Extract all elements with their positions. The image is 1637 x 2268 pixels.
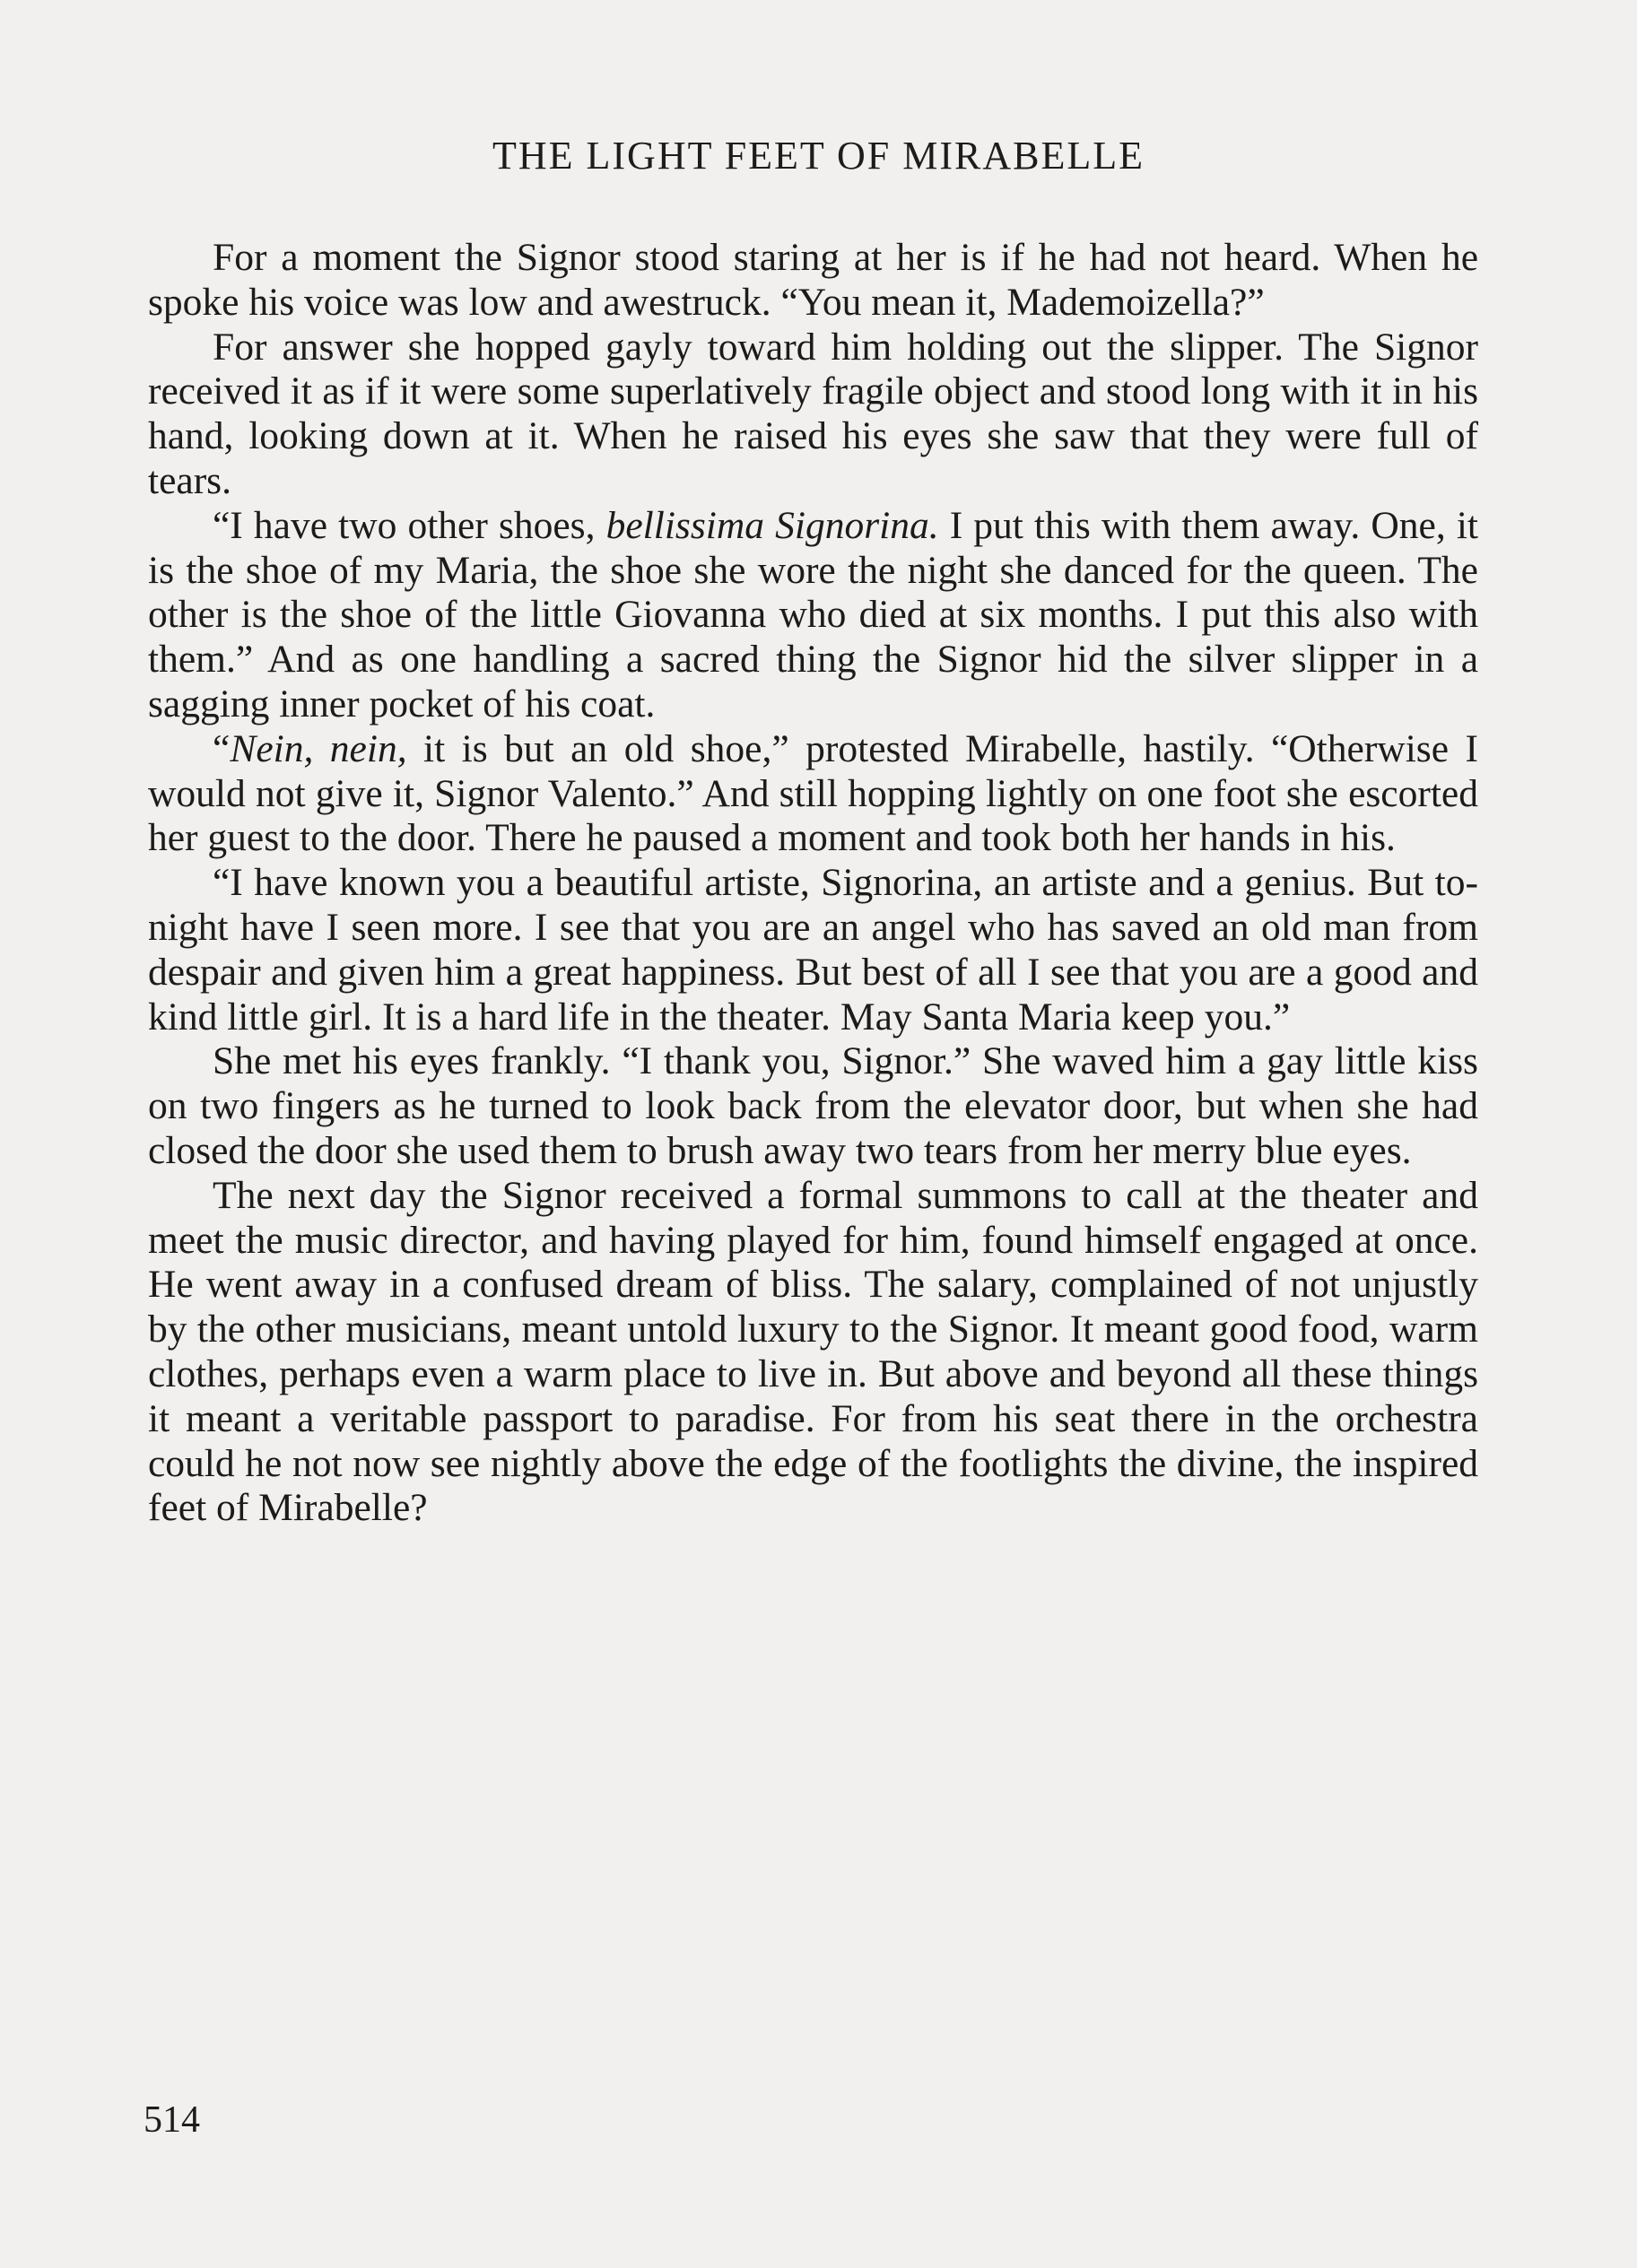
paragraph-3-italic: bellissima Signorina. — [605, 503, 939, 547]
paragraph-4-italic: Nein, nein, — [230, 726, 407, 770]
paragraph-3-rest: I put this with them away. One, it is the shoe of my Maria, the shoe she wore the night she danced for the queen. The other is the shoe of the little Giovanna who died at six months. I put this also with them.” And as one handling a sacred thing the Signor hid the silver slipper in a sagging inner pocket of his coat. — [148, 503, 1478, 726]
paragraph-4 — [148, 727, 1478, 861]
running-head: THE LIGHT FEET OF MIRABELLE — [492, 134, 1145, 178]
paragraph-5: “I have known you a beautiful artiste, Signorina, an artiste and a genius. But to-night have I seen more. I see that you are an angel who has saved an old man from despair and given him a great happiness. But best of all I see that you are a good and kind little girl. It is a hard life in the theater. May Santa Maria keep you.” — [148, 861, 1478, 1038]
paragraph-2: For answer she hopped gayly toward him holding out the slipper. The Signor received it as if it were some superlatively fragile object and stood long with it in his hand, looking down at it. When he raised his eyes she saw that they were full of tears. — [148, 325, 1478, 502]
paragraph-7: The next day the Signor received a formal summons to call at the theater and meet the music director, and having played for him, found himself engaged at once. He went away in a confused dream of bliss. The salary, complained of not unjustly by the other musicians, meant untold luxury to the Signor. It meant good food, warm clothes, perhaps even a warm place to live in. But above and beyond all these things it meant a veritable passport to paradise. For from his seat there in the orchestra could he not now see nightly above the edge of the footlights the divine, the inspired feet of Mirabelle? — [148, 1173, 1478, 1530]
paragraph-1: For a moment the Signor stood staring at her is if he had not heard. When he spoke his voice was low and awestruck. “You mean it, Mademoizella?” — [148, 236, 1478, 324]
paragraph-3 — [148, 504, 1478, 727]
paragraph-4-open: “ — [213, 726, 231, 770]
paragraph-3-open: “I have two other shoes, — [213, 503, 606, 547]
paragraph-6: She met his eyes frankly. “I thank you, Signor.” She waved him a gay little kiss on two fingers as he turned to look back from the elevator door, but when she had closed the door she used them to brush away two tears from her merry blue eyes. — [148, 1039, 1478, 1172]
paragraph-4-rest: it is but an old shoe,” protested Mirabelle, hastily. “Otherwise I would not give it, Signor Valento.” And still hopping lightly on one foot she escorted her guest to the door. There he paused a moment and took both her hands in his. — [148, 726, 1478, 860]
page-number: 514 — [144, 2099, 200, 2141]
text-block — [148, 236, 1478, 1531]
